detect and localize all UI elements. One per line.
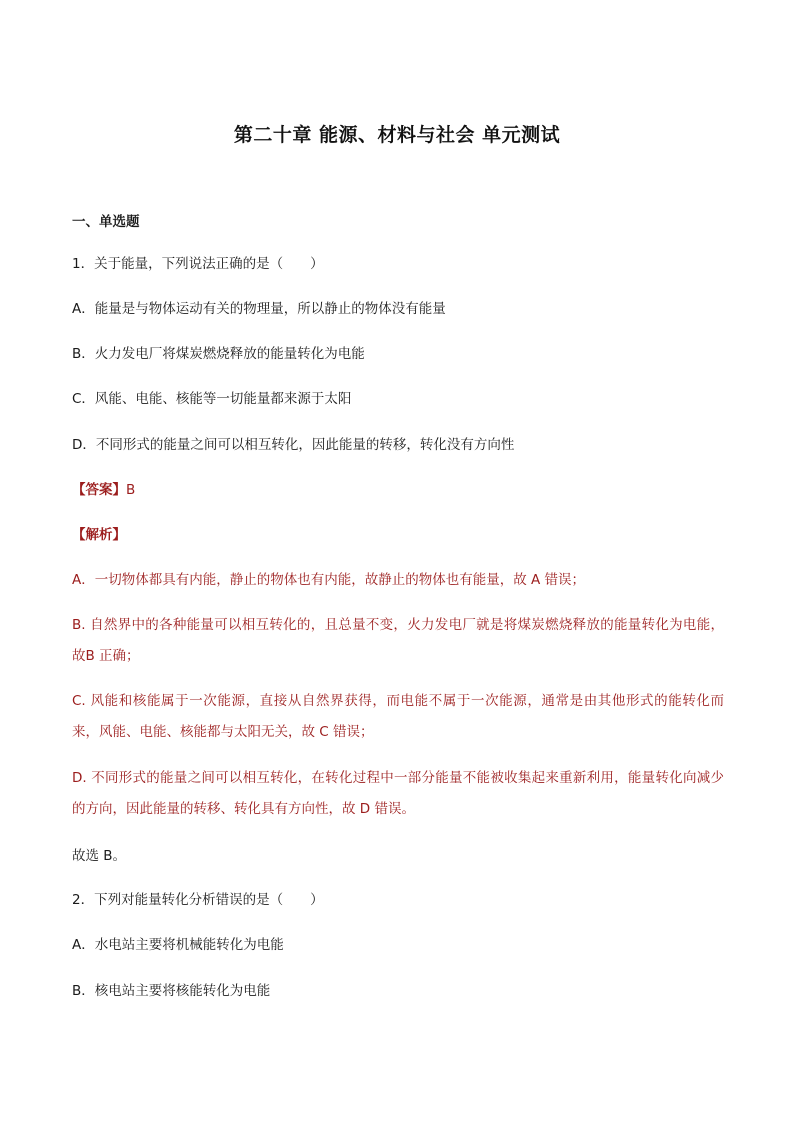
question-2-stem: 2．下列对能量转化分析错误的是（ ） (72, 892, 324, 908)
question-1-option-d: D．不同形式的能量之间可以相互转化，因此能量的转移，转化没有方向性 (72, 437, 515, 453)
answer-line (72, 480, 135, 500)
question-2-option-b: B．核电站主要将核能转化为电能 (72, 983, 271, 999)
analysis-a: A．一切物体都具有内能，静止的物体也有内能，故静止的物体也有能量，故 A 错误； (72, 572, 586, 588)
question-1-option-b: B．火力发电厂将煤炭燃烧释放的能量转化为电能 (72, 346, 365, 362)
page-title: 第二十章 能源、材料与社会 单元测试 (233, 124, 561, 146)
analysis-c: C. 风能和核能属于一次能源，直接从自然界获得，而电能不属于一次能源，通常是由其他形式的能转化而来，风能、电能、核能都与太阳无关，故 C 错误； (72, 693, 724, 740)
analysis-label: 【解析】 (72, 527, 126, 543)
question-1-option-a: A．能量是与物体运动有关的物理量，所以静止的物体没有能量 (72, 301, 446, 317)
analysis-b: B. 自然界中的各种能量可以相互转化的，且总量不变，火力发电厂就是将煤炭燃烧释放的能量转化为电能，故B 正确； (72, 617, 724, 664)
analysis-d: D. 不同形式的能量之间可以相互转化，在转化过程中一部分能量不能被收集起来重新利用，能量转化向减少的方向，因此能量的转移、转化具有方向性，故 D 错误。 (72, 770, 724, 817)
answer-label: 【答案】 (72, 482, 126, 498)
question-1-stem: 1．关于能量，下列说法正确的是（ ） (72, 256, 324, 272)
question-1-option-c: C．风能、电能、核能等一切能量都来源于太阳 (72, 391, 352, 407)
answer-value: B (126, 482, 136, 498)
section-heading: 一、单选题 (72, 214, 140, 230)
question-2-option-a: A．水电站主要将机械能转化为电能 (72, 937, 284, 953)
conclusion: 故选 B。 (72, 848, 127, 864)
